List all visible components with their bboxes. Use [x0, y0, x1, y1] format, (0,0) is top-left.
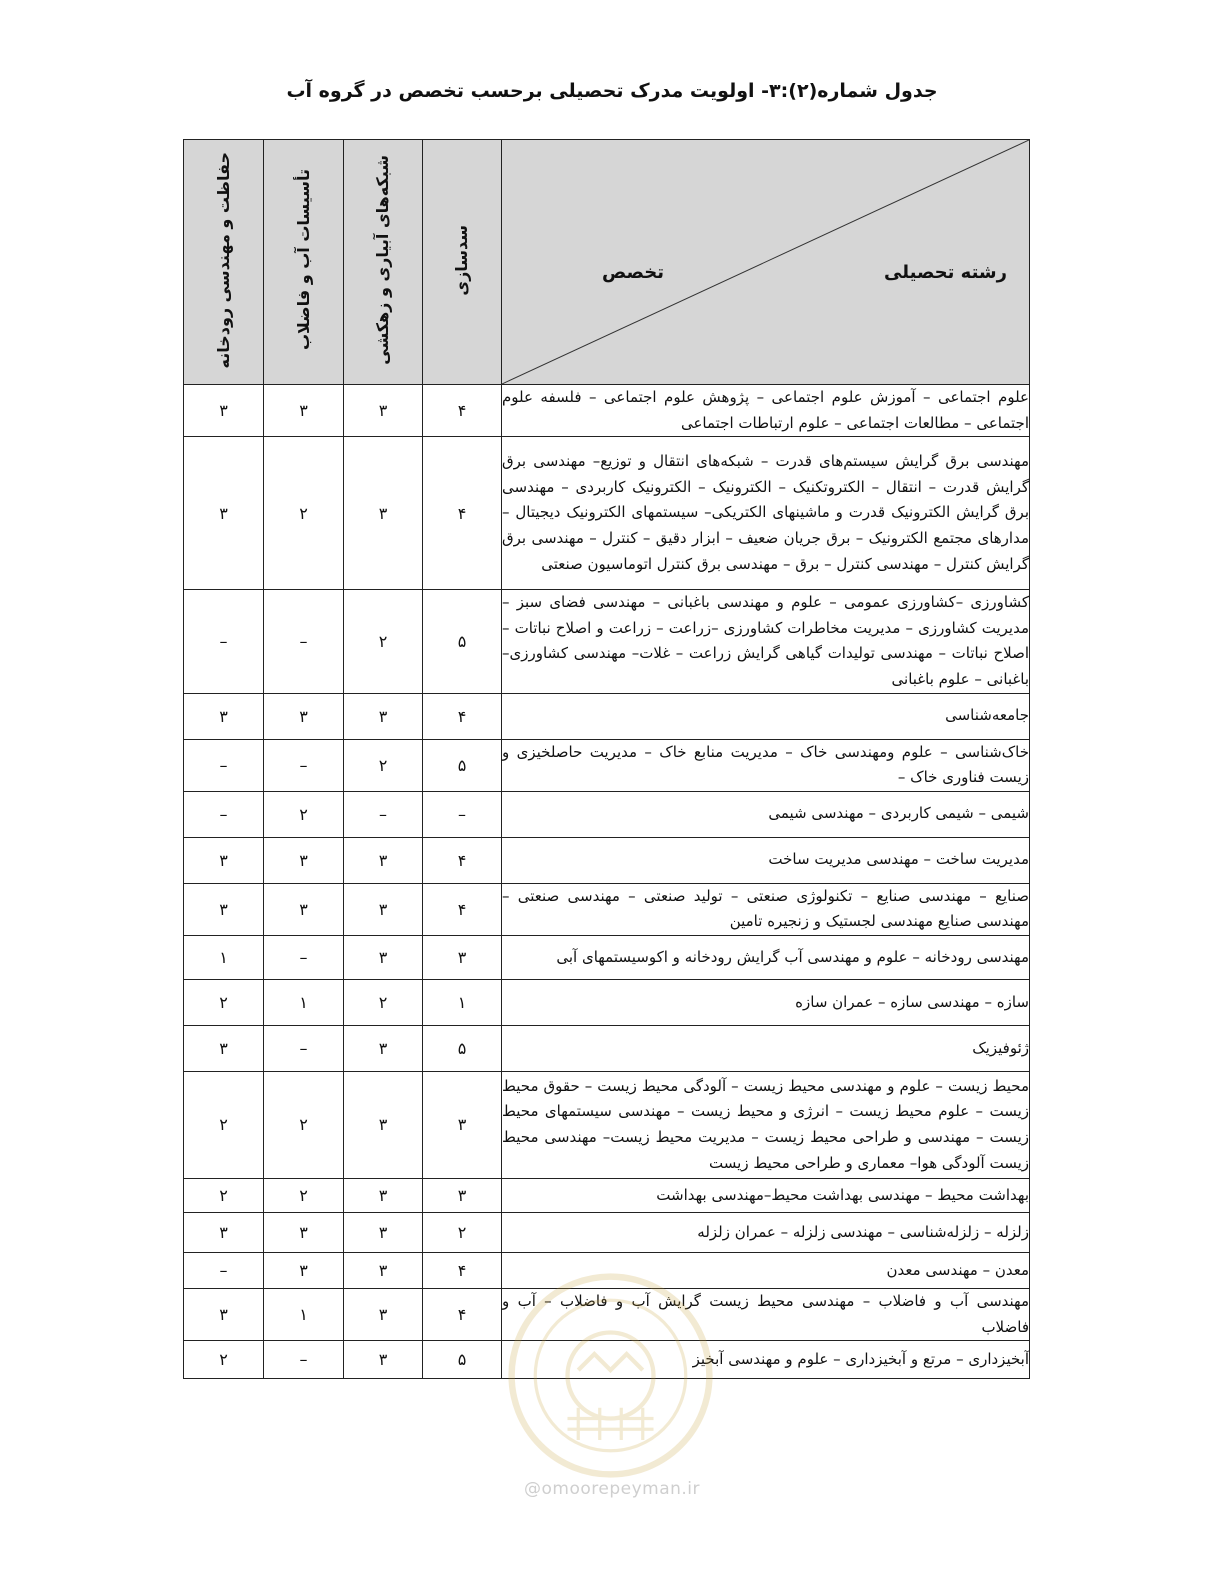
priority-value-cell: ۳ — [344, 1178, 423, 1212]
priority-value-cell: ۴ — [423, 693, 502, 739]
specialty-header-label: تخصص — [602, 262, 665, 283]
priority-value-cell: – — [264, 739, 344, 791]
priority-value-cell: ۵ — [423, 1341, 502, 1379]
priority-value-cell: – — [264, 1341, 344, 1379]
priority-value-cell: ۴ — [423, 1288, 502, 1340]
priority-value-cell: ۵ — [423, 1025, 502, 1071]
priority-value-cell: ۴ — [423, 1252, 502, 1288]
priority-value-cell: – — [184, 739, 264, 791]
column-header-dam-construction: سدسازی — [423, 140, 502, 385]
priority-value-cell: ۲ — [184, 1178, 264, 1212]
priority-value-cell: ۳ — [184, 437, 264, 590]
table-row — [184, 935, 1030, 979]
priority-value-cell: ۵ — [423, 590, 502, 693]
table-row — [184, 1071, 1030, 1178]
priority-value-cell: ۲ — [344, 590, 423, 693]
field-of-study-cell: معدن – مهندسی معدن — [502, 1252, 1030, 1288]
table-row — [184, 437, 1030, 590]
priority-value-cell: ۳ — [184, 837, 264, 883]
table-row — [184, 1025, 1030, 1071]
priority-value-cell: ۳ — [264, 385, 344, 437]
field-of-study-cell: شیمی – شیمی کاربردی – مهندسی شیمی — [502, 791, 1030, 837]
priority-value-cell: ۳ — [264, 1252, 344, 1288]
priority-value-cell: ۳ — [184, 883, 264, 935]
field-of-study-cell: مهندسی برق گرایش سیستم‌های قدرت – شبکه‌های انتقال و توزیع– مهندسی برق گرایش قدرت – انتقال – الکتروتکنیک – الکترونیک – الکترونیک کاربردی – مهندسی برق گرایش الکترونیک قدرت و ماشینهای الکتریکی– سیستمهای الکترونیک دیجیتال – مدارهای مجتمع الکترونیک – برق جریان ضعیف – ابزار دقیق – کنترل – مهندسی برق گرایش کنترل – مهندسی کنترل – برق – مهندسی برق کنترل اتوماسیون صنعتی — [502, 437, 1030, 590]
priority-value-cell: ۳ — [344, 1212, 423, 1252]
priority-value-cell: ۳ — [344, 1025, 423, 1071]
field-of-study-cell: آبخیزداری – مرتع و آبخیزداری – علوم و مهندسی آبخیز — [502, 1341, 1030, 1379]
priority-value-cell: ۱ — [264, 1288, 344, 1340]
page-title: جدول شماره(۲):۳- اولویت مدرک تحصیلی برحسب تخصص در گروه آب — [286, 80, 938, 102]
priority-value-cell: ۲ — [184, 1071, 264, 1178]
column-header-irrigation-drainage: شبکه‌های آبیاری و زهکشی — [344, 140, 423, 385]
priority-value-cell: ۳ — [423, 935, 502, 979]
priority-value-cell: – — [264, 935, 344, 979]
table-row — [184, 385, 1030, 437]
priority-value-cell: ۳ — [344, 1071, 423, 1178]
priority-value-cell: ۲ — [184, 979, 264, 1025]
major-header-label: رشته تحصیلی — [884, 262, 1007, 283]
column-header-river-engineering: حفاظت و مهندسی رودخانه — [184, 140, 264, 385]
priority-value-cell: ۳ — [344, 437, 423, 590]
priority-value-cell: – — [184, 791, 264, 837]
priority-value-cell: ۴ — [423, 385, 502, 437]
priority-value-cell: ۳ — [184, 1212, 264, 1252]
priority-value-cell: ۱ — [423, 979, 502, 1025]
field-of-study-cell: مهندسی آب و فاضلاب – مهندسی محیط زیست گرایش آب و فاضلاب – آب و فاضلاب — [502, 1288, 1030, 1340]
field-of-study-cell: بهداشت محیط – مهندسی بهداشت محیط–مهندسی بهداشت — [502, 1178, 1030, 1212]
priority-value-cell: ۳ — [184, 385, 264, 437]
field-of-study-cell: جامعه‌شناسی — [502, 693, 1030, 739]
field-of-study-cell: ژئوفیزیک — [502, 1025, 1030, 1071]
field-of-study-cell: سازه – مهندسی سازه – عمران سازه — [502, 979, 1030, 1025]
priority-value-cell: ۴ — [423, 837, 502, 883]
table-row — [184, 693, 1030, 739]
field-of-study-cell: صنایع – مهندسی صنایع – تکنولوژی صنعتی – تولید صنعتی – مهندسی صنعتی – مهندسی صنایع مهندسی لجستیک و زنجیره تامین — [502, 883, 1030, 935]
priority-value-cell: ۳ — [344, 935, 423, 979]
priority-value-cell: ۳ — [264, 1212, 344, 1252]
field-of-study-cell: زلزله – زلزله‌شناسی – مهندسی زلزله – عمران زلزله — [502, 1212, 1030, 1252]
priority-value-cell: ۳ — [264, 883, 344, 935]
priority-value-cell: ۳ — [344, 693, 423, 739]
priority-value-cell: ۳ — [423, 1071, 502, 1178]
table-row — [184, 739, 1030, 791]
header-diagonal-cell — [502, 140, 1030, 385]
table-row — [184, 791, 1030, 837]
table-row — [184, 837, 1030, 883]
table-row — [184, 883, 1030, 935]
priority-value-cell: ۳ — [344, 1252, 423, 1288]
priority-value-cell: ۱ — [264, 979, 344, 1025]
priority-value-cell: ۲ — [264, 1071, 344, 1178]
watermark-text: @omoorepeyman.ir — [523, 1479, 701, 1499]
priority-value-cell: ۲ — [344, 739, 423, 791]
priority-value-cell: – — [423, 791, 502, 837]
priority-value-cell: ۴ — [423, 437, 502, 590]
priority-value-cell: ۳ — [344, 1288, 423, 1340]
priority-value-cell: ۲ — [264, 791, 344, 837]
column-header-water-wastewater: تأسیسات آب و فاضلاب — [264, 140, 344, 385]
field-of-study-cell: مدیریت ساخت – مهندسی مدیریت ساخت — [502, 837, 1030, 883]
priority-value-cell: ۳ — [184, 1288, 264, 1340]
priority-value-cell: ۲ — [423, 1212, 502, 1252]
priority-value-cell: – — [184, 590, 264, 693]
table-row — [184, 590, 1030, 693]
priority-value-cell: ۳ — [344, 837, 423, 883]
priority-value-cell: ۱ — [184, 935, 264, 979]
priority-value-cell: ۲ — [184, 1341, 264, 1379]
priority-value-cell: – — [264, 590, 344, 693]
field-of-study-cell: کشاورزی –کشاورزی عمومی – علوم و مهندسی باغبانی – مهندسی فضای سبز – مدیریت کشاورزی – مدیریت مخاطرات کشاورزی –زراعت – زراعت و اصلاح نباتات – اصلاح نباتات – مهندسی تولیدات گیاهی گرایش زراعت – غلات– مهندسی کشاورزی– باغبانی – علوم باغبانی — [502, 590, 1030, 693]
priority-value-cell: ۳ — [184, 693, 264, 739]
priority-value-cell: ۳ — [264, 837, 344, 883]
priority-value-cell: ۲ — [344, 979, 423, 1025]
priority-value-cell: ۴ — [423, 883, 502, 935]
priority-value-cell: ۲ — [264, 437, 344, 590]
priority-value-cell: ۳ — [184, 1025, 264, 1071]
table-header-row — [184, 140, 1030, 385]
priority-value-cell: ۲ — [264, 1178, 344, 1212]
table-row — [184, 1178, 1030, 1212]
field-of-study-cell: علوم اجتماعی – آموزش علوم اجتماعی – پژوهش علوم اجتماعی – فلسفه علوم اجتماعی – مطالعات اجتماعی – علوم ارتباطات اجتماعی — [502, 385, 1030, 437]
priority-value-cell: ۳ — [344, 883, 423, 935]
priority-value-cell: ۳ — [344, 1341, 423, 1379]
priority-value-cell: ۳ — [264, 693, 344, 739]
field-of-study-cell: خاک‌شناسی – علوم ومهندسی خاک – مدیریت منابع خاک – مدیریت حاصلخیزی و زیست فناوری خاک – — [502, 739, 1030, 791]
priority-value-cell: – — [344, 791, 423, 837]
table-row — [184, 1212, 1030, 1252]
field-of-study-cell: مهندسی رودخانه – علوم و مهندسی آب گرایش رودخانه و اکوسیستمهای آبی — [502, 935, 1030, 979]
watermark-logo — [503, 1268, 718, 1483]
field-of-study-cell: محیط زیست – علوم و مهندسی محیط زیست – آلودگی محیط زیست – حقوق محیط زیست – علوم محیط زیست – انرژی و محیط زیست – مهندسی سیستمهای محیط زیست – مهندسی و طراحی محیط زیست – مدیریت محیط زیست– مهندسی محیط زیست آلودگی هوا– معماری و طراحی محیط زیست — [502, 1071, 1030, 1178]
table-row — [184, 979, 1030, 1025]
degree-priority-table — [183, 139, 1030, 1379]
priority-value-cell: – — [184, 1252, 264, 1288]
priority-value-cell: ۵ — [423, 739, 502, 791]
priority-value-cell: ۳ — [344, 385, 423, 437]
priority-value-cell: – — [264, 1025, 344, 1071]
priority-value-cell: ۳ — [423, 1178, 502, 1212]
